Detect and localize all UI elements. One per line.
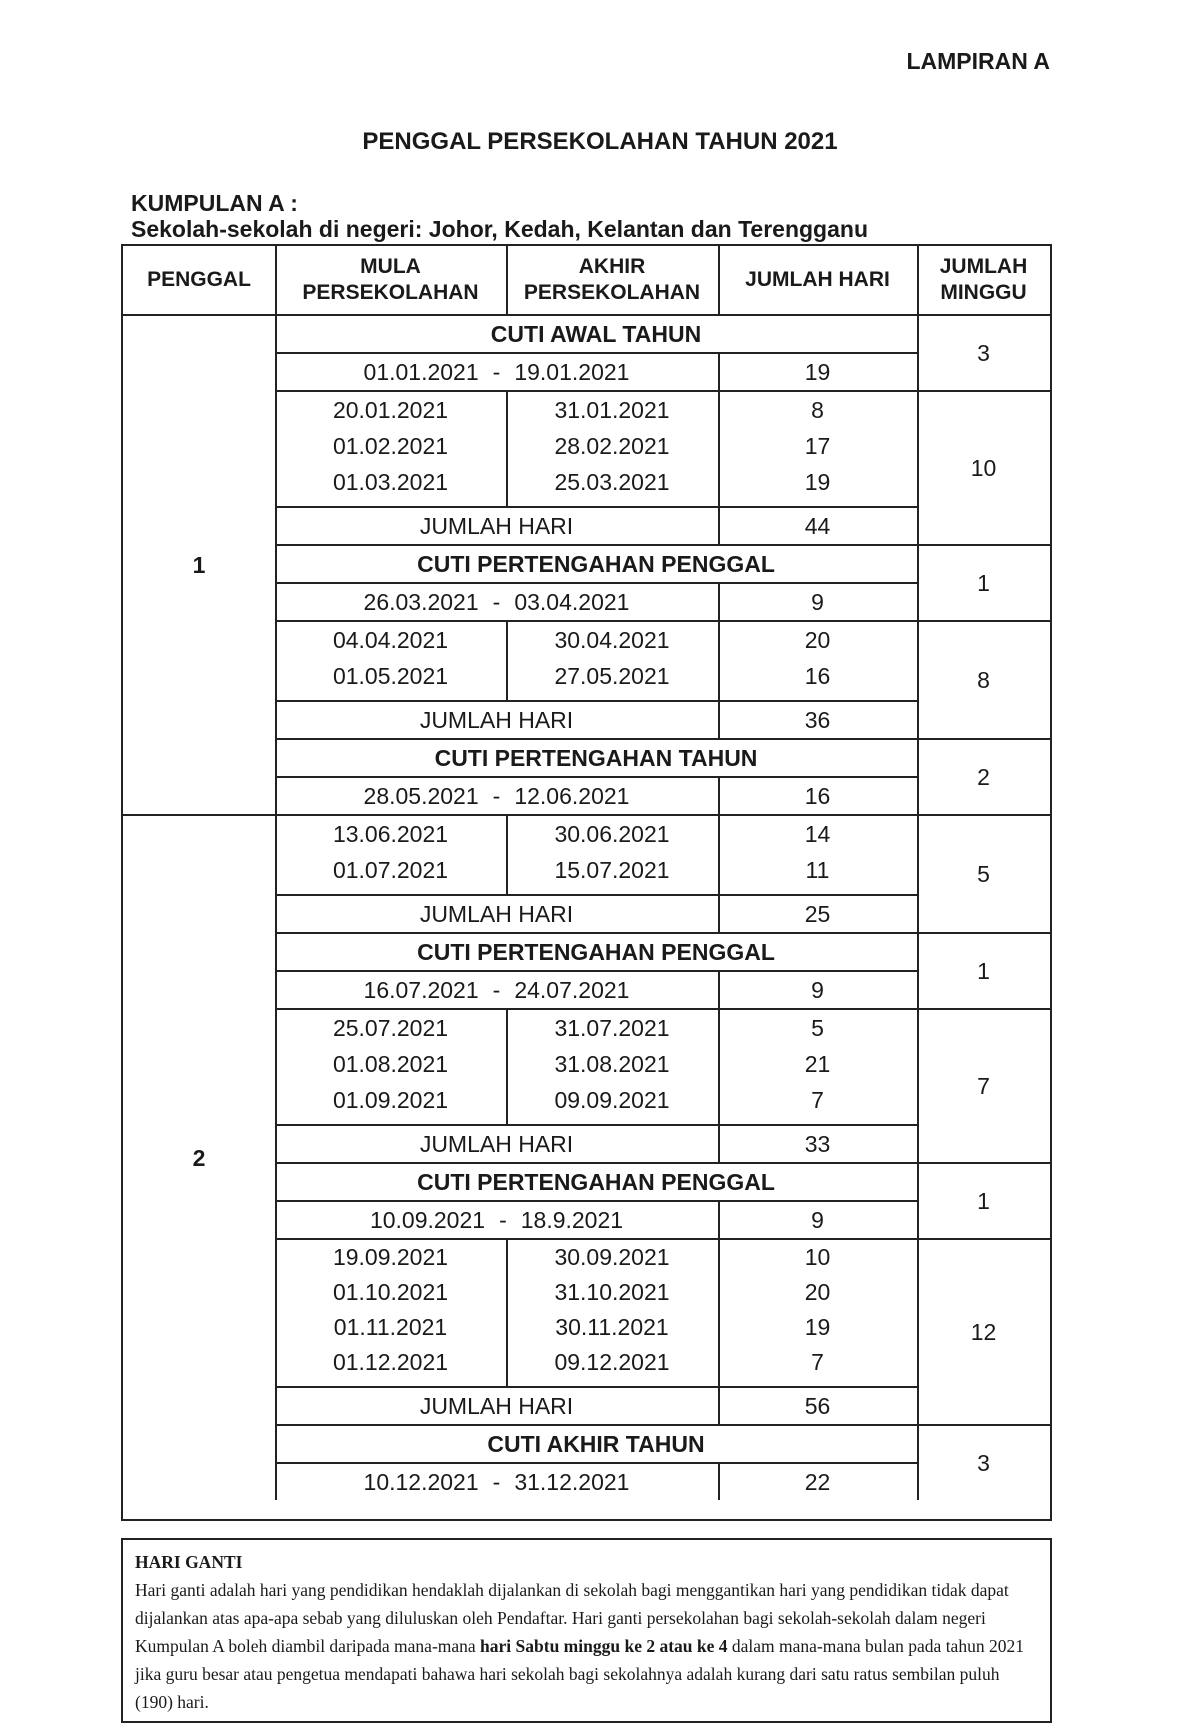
total-days: 44 [804, 512, 831, 539]
cuti-end-date: 31.12.2021 [514, 1468, 630, 1495]
term-start-date: 25.07.2021 [332, 1014, 449, 1041]
term-days: 19 [804, 1314, 831, 1340]
grid-line [506, 392, 508, 506]
term-start-date: 01.02.2021 [332, 432, 449, 459]
annex-label: LAMPIRAN A [906, 48, 1050, 74]
cuti-start-date: 10.12.2021 [363, 1468, 479, 1495]
term-days: 21 [804, 1050, 831, 1077]
term-end-date: 31.08.2021 [554, 1050, 670, 1077]
term-days: 14 [804, 820, 831, 847]
weeks-count: 10 [970, 454, 997, 481]
note-text-1: Hari ganti adalah hari yang pendidikan hendaklah dijalankan di sekolah bagi menggantikan hari yang pendidikan tidak dapat dijalankan atas apa-apa sebab yang diluluskan oleh Pendaftar. Hari ganti persekolahan bagi sekolah-sekolah dalam negeri Kumpulan A boleh diambil daripada mana-mana [135, 1580, 1009, 1656]
note-body [135, 1576, 1038, 1716]
cuti-days: 19 [804, 358, 831, 385]
cuti-start-date: 01.01.2021 [363, 358, 479, 385]
term-end-date: 25.03.2021 [554, 468, 670, 495]
date-dash: - [499, 1206, 507, 1233]
cuti-start-date: 10.09.2021 [369, 1206, 486, 1233]
penggal-2-label: 2 [192, 1144, 206, 1171]
term-days: 19 [804, 468, 831, 495]
term-start-date: 01.10.2021 [332, 1279, 449, 1305]
term-days: 10 [804, 1244, 831, 1270]
weeks-count: 3 [977, 1449, 990, 1476]
group-label: KUMPULAN A : [131, 190, 298, 216]
grid-line [718, 392, 720, 506]
term-start-date: 01.07.2021 [332, 856, 449, 883]
grid-line [506, 816, 508, 894]
total-days: 36 [804, 706, 831, 733]
grid-line [917, 316, 919, 1500]
term-end-date: 28.02.2021 [554, 432, 670, 459]
cuti-start-date: 16.07.2021 [363, 976, 479, 1003]
weeks-count: 1 [977, 569, 990, 596]
cuti-date-range [275, 584, 718, 620]
cuti-date-range [275, 778, 718, 814]
term-end-date: 31.07.2021 [554, 1014, 670, 1041]
header-akhir [506, 246, 718, 314]
total-label: JUMLAH HARI [419, 900, 574, 927]
cuti-date-range [275, 354, 718, 390]
term-days: 11 [805, 856, 830, 883]
term-end-date: 30.11.2021 [555, 1314, 669, 1340]
cuti-end-date: 24.07.2021 [514, 976, 630, 1003]
total-label: JUMLAH HARI [419, 1392, 574, 1419]
term-start-date: 04.04.2021 [332, 626, 449, 653]
note-bold: hari Sabtu minggu ke 2 atau ke 4 [480, 1636, 728, 1656]
weeks-count: 3 [977, 339, 990, 366]
term-end-date: 30.04.2021 [554, 626, 670, 653]
header-jumlah-minggu [917, 246, 1050, 314]
term-start-date: 19.09.2021 [332, 1244, 449, 1270]
cuti-days: 16 [804, 782, 831, 809]
term-start-date: 13.06.2021 [332, 820, 449, 847]
header-akhir-line: AKHIR [578, 254, 646, 278]
header-minggu-line: JUMLAH [939, 254, 1028, 278]
cuti-date-range [275, 1202, 718, 1238]
header-mula [275, 246, 506, 314]
cuti-days: 9 [811, 976, 824, 1003]
total-days: 56 [804, 1392, 831, 1419]
date-dash: - [492, 588, 501, 615]
term-end-date: 30.06.2021 [554, 820, 670, 847]
term-end-date: 09.09.2021 [554, 1086, 670, 1113]
hari-ganti-note [121, 1538, 1052, 1723]
header-akhir-line: PERSEKOLAHAN [523, 281, 701, 304]
weeks-count: 8 [977, 666, 990, 693]
date-dash: - [492, 358, 501, 385]
term-start-date: 01.05.2021 [332, 662, 449, 689]
term-days: 20 [804, 1279, 831, 1305]
cuti-days: 9 [811, 588, 824, 615]
term-end-date: 27.05.2021 [554, 662, 670, 689]
cuti-title: CUTI PERTENGAHAN PENGGAL [417, 550, 775, 577]
term-start-date: 01.12.2021 [332, 1349, 449, 1375]
date-dash: - [492, 976, 501, 1003]
grid-line [718, 1240, 720, 1386]
term-start-date: 20.01.2021 [332, 396, 449, 423]
header-penggal: PENGGAL [147, 267, 251, 291]
grid-line [718, 246, 720, 314]
weeks-count: 2 [977, 763, 990, 790]
term-days: 5 [811, 1014, 824, 1041]
cuti-title: CUTI PERTENGAHAN PENGGAL [417, 938, 775, 965]
grid-line [917, 246, 919, 314]
term-start-date: 01.11.2021 [333, 1314, 448, 1340]
header-jumlah-hari: JUMLAH HARI [745, 267, 890, 291]
term-days: 17 [804, 432, 831, 459]
cuti-days: 22 [804, 1468, 831, 1495]
cuti-end-date: 03.04.2021 [514, 588, 630, 615]
total-days: 25 [804, 900, 831, 927]
cuti-end-date: 19.01.2021 [514, 358, 630, 385]
cuti-end-date: 12.06.2021 [514, 782, 630, 809]
grid-line [718, 1010, 720, 1124]
grid-line [275, 246, 277, 314]
grid-line [506, 246, 508, 314]
header-minggu-line: MINGGU [940, 281, 1027, 304]
grid-line [506, 1240, 508, 1386]
term-end-date: 09.12.2021 [554, 1349, 670, 1375]
term-days: 8 [811, 396, 824, 423]
weeks-count: 1 [977, 1187, 990, 1214]
term-start-date: 01.03.2021 [332, 468, 449, 495]
header-mula-line: MULA [360, 254, 421, 278]
cuti-title: CUTI AWAL TAHUN [490, 320, 702, 347]
grid-line [718, 816, 720, 894]
cuti-start-date: 28.05.2021 [363, 782, 479, 809]
cuti-date-range [275, 1464, 718, 1500]
grid-line [275, 316, 277, 1500]
term-days: 7 [811, 1349, 824, 1375]
cuti-days: 9 [811, 1206, 824, 1233]
term-days: 16 [804, 662, 831, 689]
term-start-date: 01.08.2021 [332, 1050, 449, 1077]
total-days: 33 [804, 1130, 831, 1157]
note-title: HARI GANTI [135, 1552, 243, 1572]
cuti-title: CUTI PERTENGAHAN TAHUN [434, 744, 758, 771]
penggal-1-label: 1 [192, 551, 206, 578]
document-title: PENGGAL PERSEKOLAHAN TAHUN 2021 [362, 128, 838, 155]
term-end-date: 30.09.2021 [554, 1244, 670, 1270]
weeks-count: 1 [977, 957, 990, 984]
grid-line [506, 1010, 508, 1124]
schedule-table [121, 244, 1052, 1521]
date-dash: - [492, 782, 501, 809]
cuti-end-date: 18.9.2021 [520, 1206, 624, 1233]
grid-line [506, 622, 508, 700]
term-days: 20 [804, 626, 831, 653]
cuti-title: CUTI AKHIR TAHUN [487, 1430, 705, 1457]
date-dash: - [492, 1468, 501, 1495]
weeks-count: 12 [970, 1318, 997, 1345]
weeks-count: 7 [977, 1072, 990, 1099]
note-text-2: dalam mana-mana bulan pada tahun 2021 jika guru besar atau pengetua mendapati bahawa hari sekolah bagi sekolahnya adalah kurang dari satu ratus sembilan puluh (190) hari. [135, 1636, 1024, 1712]
total-label: JUMLAH HARI [419, 512, 574, 539]
term-end-date: 31.10.2021 [554, 1279, 670, 1305]
cuti-start-date: 26.03.2021 [363, 588, 479, 615]
weeks-count: 5 [977, 860, 990, 887]
total-label: JUMLAH HARI [419, 706, 574, 733]
term-end-date: 31.01.2021 [554, 396, 670, 423]
total-label: JUMLAH HARI [419, 1130, 574, 1157]
grid-line [718, 622, 720, 700]
term-start-date: 01.09.2021 [332, 1086, 449, 1113]
term-days: 7 [811, 1086, 824, 1113]
header-mula-line: PERSEKOLAHAN [302, 281, 479, 304]
cuti-title: CUTI PERTENGAHAN PENGGAL [417, 1168, 775, 1195]
term-end-date: 15.07.2021 [554, 856, 670, 883]
cuti-date-range [275, 972, 718, 1008]
states-line: Sekolah-sekolah di negeri: Johor, Kedah, Kelantan dan Terengganu [131, 216, 868, 242]
